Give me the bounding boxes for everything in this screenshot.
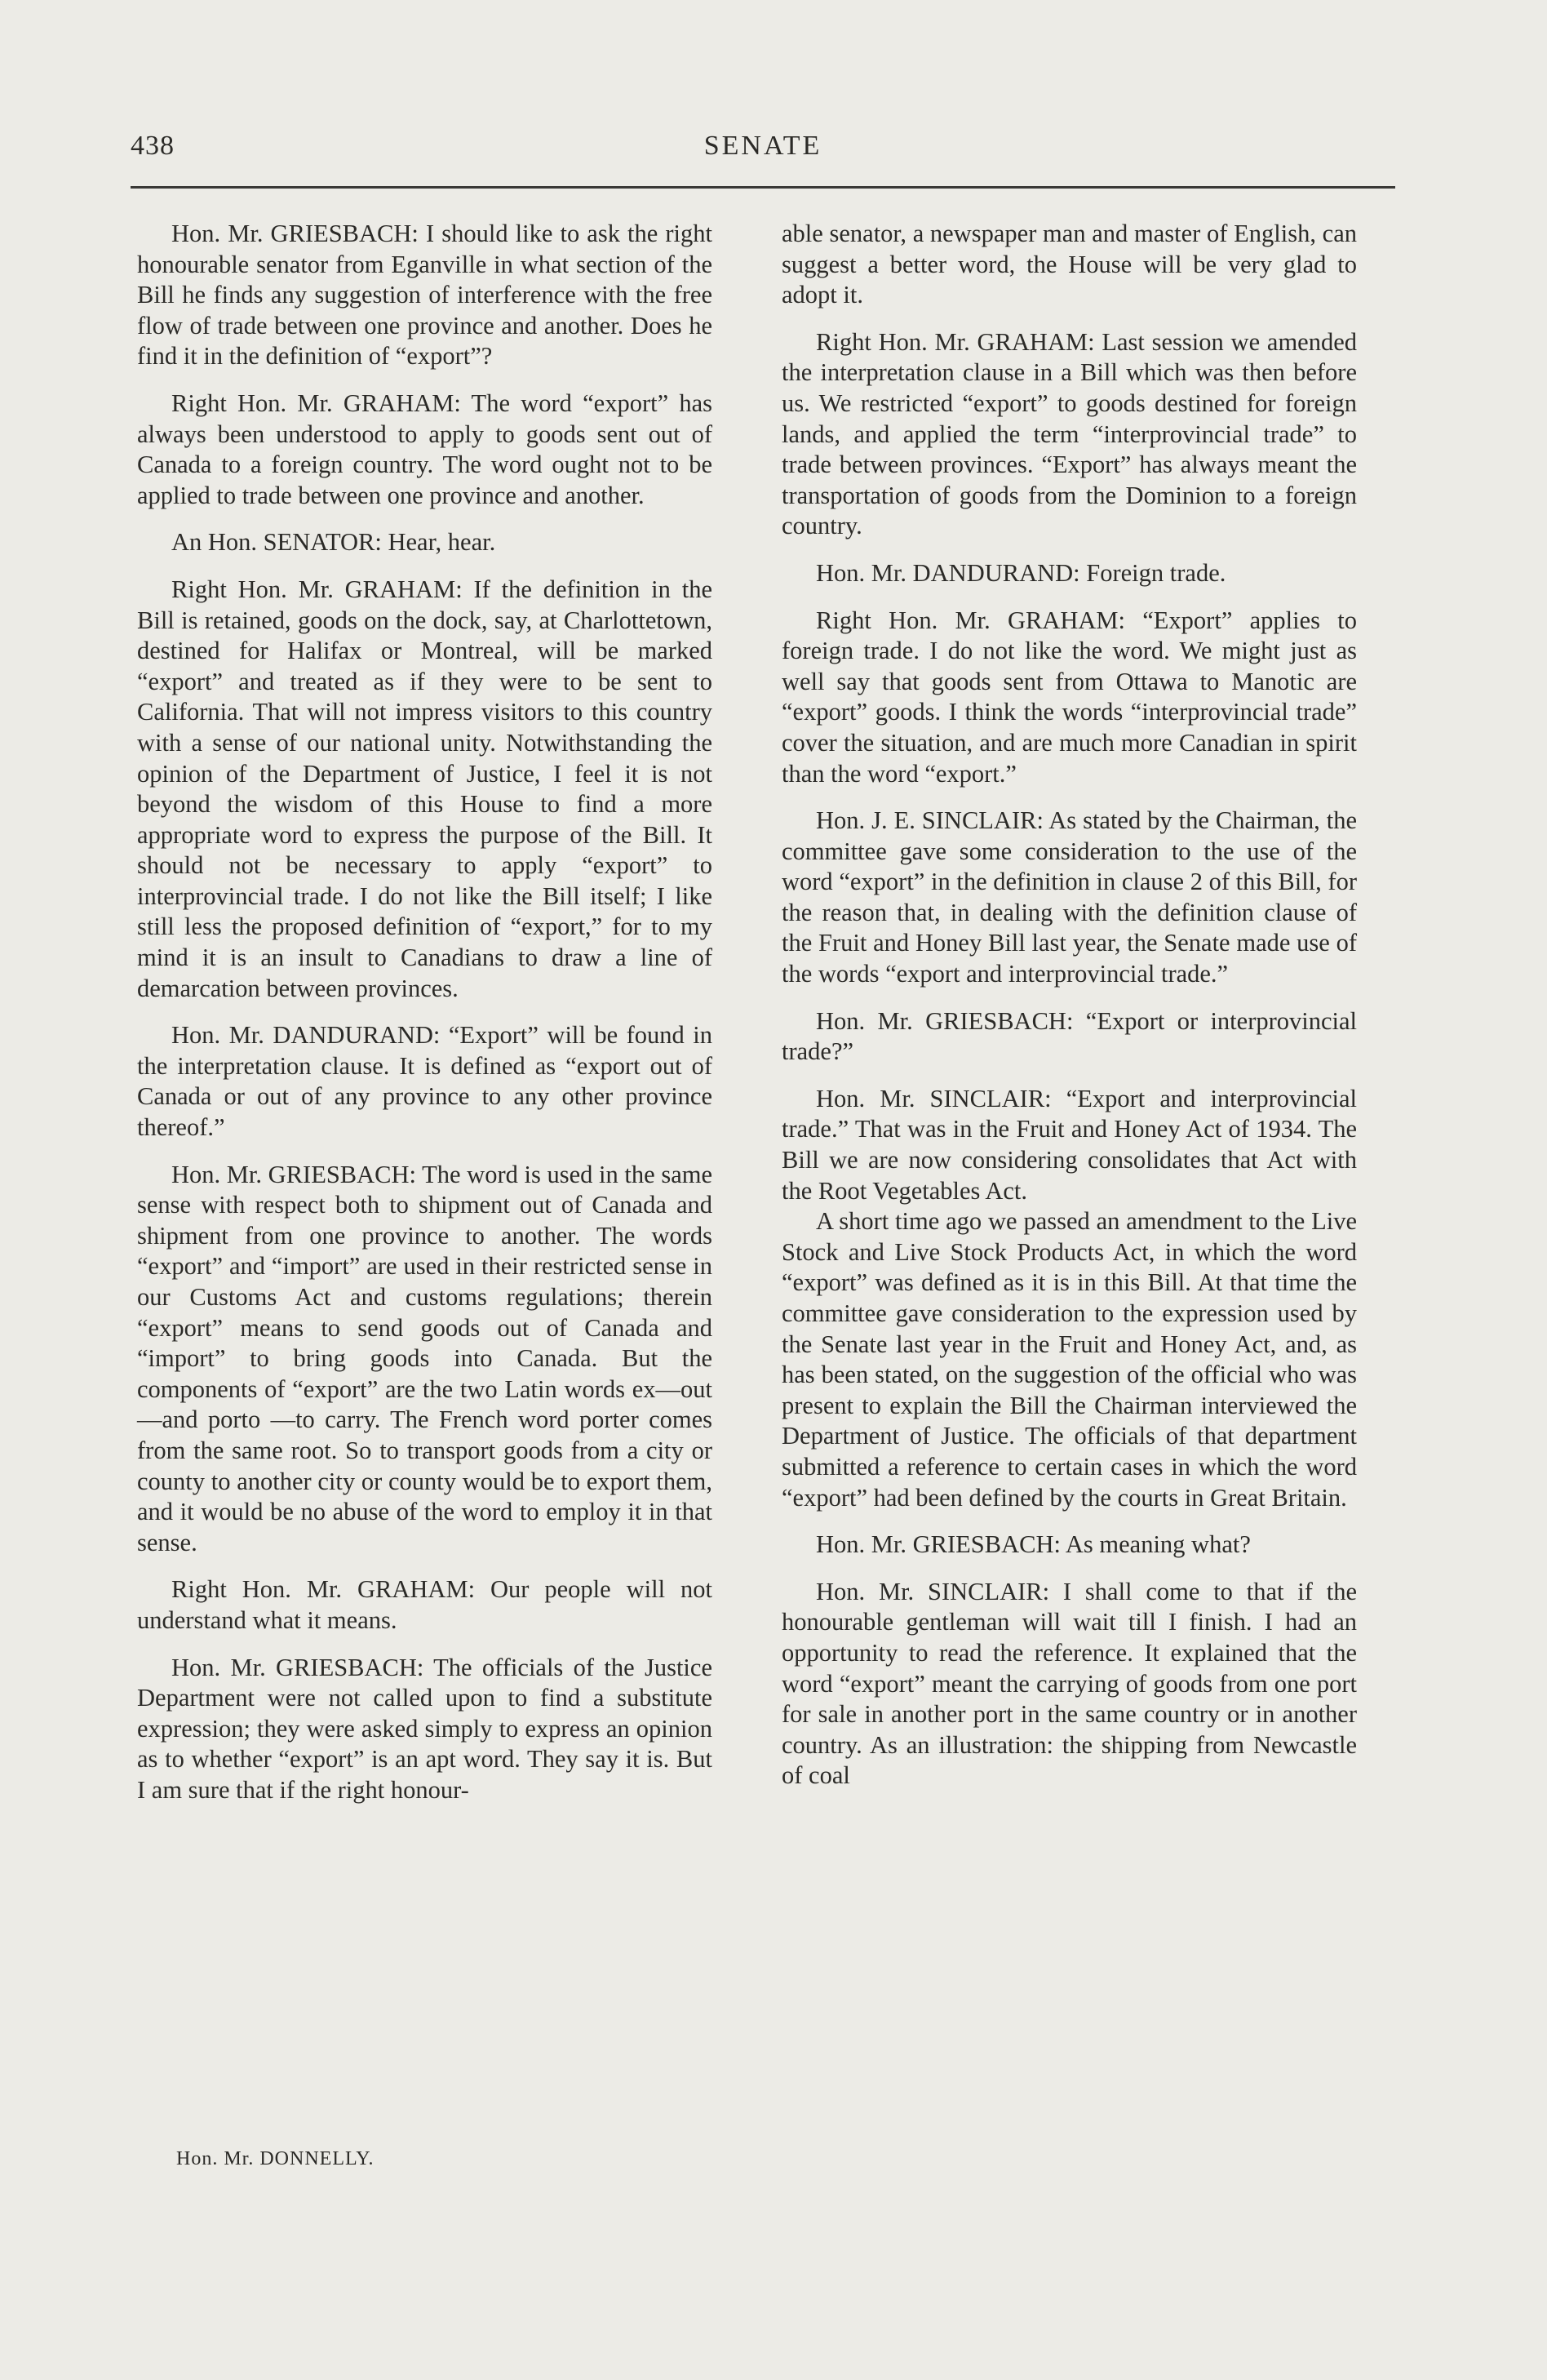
paragraph: Right Hon. Mr. GRAHAM: Our people will not understand what it means. <box>137 1575 712 1634</box>
paragraph: Hon. J. E. SINCLAIR: As stated by the Chairman, the committee gave some consideration to the use of the word “export” in the definition in clause 2 of this Bill, for the reason that, in dealing with the definition clause of the Fruit and Honey Bill last year, the Senate made use of the words “export and interprovincial trade.” <box>782 806 1357 988</box>
running-head: SENATE <box>703 131 822 161</box>
paragraph: Right Hon. Mr. GRAHAM: Last session we amended the interpretation clause in a Bill which was then before us. We restricted “export” to goods destined for foreign lands, and applied the term “interprovincial trade” to trade between provinces. “Export” has always meant the transportation of goods from the Dominion to a foreign country. <box>782 327 1357 540</box>
right-column <box>782 219 1357 1808</box>
paragraph: Right Hon. Mr. GRAHAM: If the definition in the Bill is retained, goods on the dock, say, at Charlottetown, destined for Halifax or Montreal, will be marked “export” and treated as if they were to be sent to California. That will not impress visitors to this country with a sense of our national unity. Notwithstanding the opinion of the Department of Justice, I feel it is not beyond the wisdom of this House to find a more appropriate word to express the purpose of the Bill. It should not be necessary to apply “export” to interprovincial trade. I do not like the Bill itself; I like still less the proposed definition of “export,” for to my mind it is an insult to Canadians to draw a line of demarcation between provinces. <box>137 575 712 1002</box>
paragraph: Right Hon. Mr. GRAHAM: “Export” applies to foreign trade. I do not like the word. We might just as well say that goods sent from Ottawa to Manotic are “export” goods. I think the words “interprovincial trade” cover the situation, and are much more Canadian in spirit than the word “export.” <box>782 606 1357 788</box>
header-rule <box>131 186 1395 189</box>
paragraph: Hon. Mr. GRIESBACH: As meaning what? <box>816 1530 1251 1559</box>
paragraph: An Hon. SENATOR: Hear, hear. <box>171 528 496 557</box>
paragraph: Hon. Mr. GRIESBACH: The officials of the Justice Department were not called upon to find a substitute expression; they were asked simply to express an opinion as to whether “export” is an apt word. They say it is. But I am sure that if the right honour- <box>137 1653 712 1804</box>
paragraph: Hon. Mr. SINCLAIR: “Export and interprovincial trade.” That was in the Fruit and Honey Act of 1934. The Bill we are now considering consolidates that Act with the Root Vegetables Act. <box>782 1084 1357 1205</box>
paragraph: Hon. Mr. GRIESBACH: I should like to ask the right honourable senator from Eganville in what section of the Bill he finds any suggestion of interference with the free flow of trade between one province and another. Does he find it in the definition of “export”? <box>137 220 712 371</box>
paragraph: A short time ago we passed an amendment to the Live Stock and Live Stock Products Act, in which the word “export” was defined as it is in this Bill. At that time the committee gave consideration to the expression used by the Senate last year in the Fruit and Honey Act, and, as has been stated, on the suggestion of the official who was present to explain the Bill the Chairman interviewed the Department of Justice. The officials of that department submitted a reference to certain cases in which the word “export” had been defined by the courts in Great Britain. <box>782 1207 1357 1512</box>
footer-speaker-name: Hon. Mr. DONNELLY. <box>176 2148 375 2169</box>
paragraph: Hon. Mr. GRIESBACH: “Export or interprovincial trade?” <box>782 1006 1357 1066</box>
page-header <box>131 131 1395 180</box>
paragraph-continued: able senator, a newspaper man and master of English, can suggest a better word, the House will be very glad to adopt it. <box>782 220 1357 309</box>
paragraph: Right Hon. Mr. GRAHAM: The word “export” has always been understood to apply to goods sent out of Canada to a foreign country. The word ought not to be applied to trade between one province and another. <box>137 389 712 509</box>
page-number: 438 <box>131 131 175 161</box>
paragraph: Hon. Mr. GRIESBACH: The word is used in the same sense with respect both to shipment out of Canada and shipment from one province to another. The words “export” and “import” are used in their restricted sense in our Customs Act and customs regulations; therein “export” means to send goods out of Canada and “import” to bring goods into Canada. But the components of “export” are the two Latin words ex—out—and porto —to carry. The French word porter comes from the same root. So to transport goods from a city or county to another city or county would be to export them, and it would be no abuse of the word to employ it in that sense. <box>137 1160 712 1556</box>
left-column <box>137 219 712 1823</box>
paragraph: Hon. Mr. SINCLAIR: I shall come to that if the honourable gentleman will wait till I finish. I had an opportunity to read the reference. It explained that the word “export” meant the carrying of goods from one port for sale in another port in the same country or in another country. As an illustration: the shipping from Newcastle of coal <box>782 1577 1357 1790</box>
paragraph: Hon. Mr. DANDURAND: “Export” will be found in the interpretation clause. It is defined as “export out of Canada or out of any province to any other province thereof.” <box>137 1021 712 1142</box>
paragraph: Hon. Mr. DANDURAND: Foreign trade. <box>816 558 1226 587</box>
